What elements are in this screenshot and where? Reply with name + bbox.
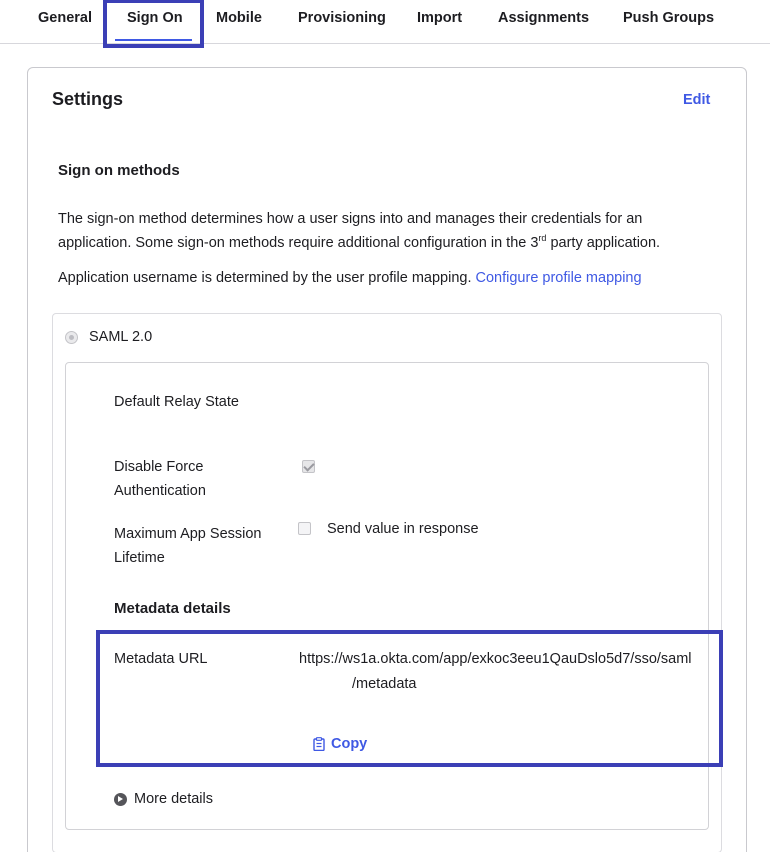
metadata-url-label: Metadata URL xyxy=(114,651,208,667)
saml-option-label: SAML 2.0 xyxy=(89,329,153,345)
disable-force-auth-checkbox[interactable] xyxy=(302,460,315,473)
tab-import[interactable]: Import xyxy=(417,10,463,26)
saml-radio-button[interactable] xyxy=(65,331,78,344)
description-superscript: rd xyxy=(538,233,547,244)
description-text-end: party application. xyxy=(546,235,661,251)
more-details-label: More details xyxy=(134,791,213,807)
metadata-url-value-continued: /metadata xyxy=(352,676,417,692)
max-session-lifetime-label: Maximum App Session Lifetime xyxy=(114,526,262,566)
tab-general[interactable]: General xyxy=(38,10,92,26)
default-relay-state-label: Default Relay State xyxy=(114,394,239,410)
sign-on-methods-description xyxy=(58,207,718,255)
sign-on-tab-highlight-box xyxy=(103,0,204,48)
username-mapping-label: Application username is determined by the user profile mapping. xyxy=(58,270,476,286)
edit-button[interactable]: Edit xyxy=(683,92,711,108)
sign-on-methods-heading: Sign on methods xyxy=(58,162,180,179)
metadata-details-heading: Metadata details xyxy=(114,600,231,617)
send-value-checkbox[interactable] xyxy=(298,522,311,535)
tab-push-groups[interactable]: Push Groups xyxy=(623,10,715,26)
tab-sign-on[interactable]: Sign On xyxy=(127,10,183,26)
disable-force-auth-label: Disable Force Authentication xyxy=(114,459,206,499)
username-mapping-text xyxy=(58,266,642,290)
more-details-toggle[interactable] xyxy=(114,791,213,807)
settings-title: Settings xyxy=(52,89,124,109)
description-text: The sign-on method determines how a user signs into and manages their credentials for an application. Some sign-on methods require additional configuration in the 3 xyxy=(58,211,643,251)
copy-button-label: Copy xyxy=(331,736,368,752)
send-value-label: Send value in response xyxy=(327,521,479,537)
tab-mobile[interactable]: Mobile xyxy=(216,10,262,26)
chevron-right-circle-icon xyxy=(114,793,127,806)
tab-provisioning[interactable]: Provisioning xyxy=(298,10,386,26)
tab-assignments[interactable]: Assignments xyxy=(498,10,590,26)
configure-profile-mapping-link[interactable]: Configure profile mapping xyxy=(475,270,642,286)
metadata-url-value: https://ws1a.okta.com/app/exkoc3eeu1QauDslo5d7/sso/saml xyxy=(299,651,692,667)
metadata-url-highlight-box xyxy=(96,630,723,767)
